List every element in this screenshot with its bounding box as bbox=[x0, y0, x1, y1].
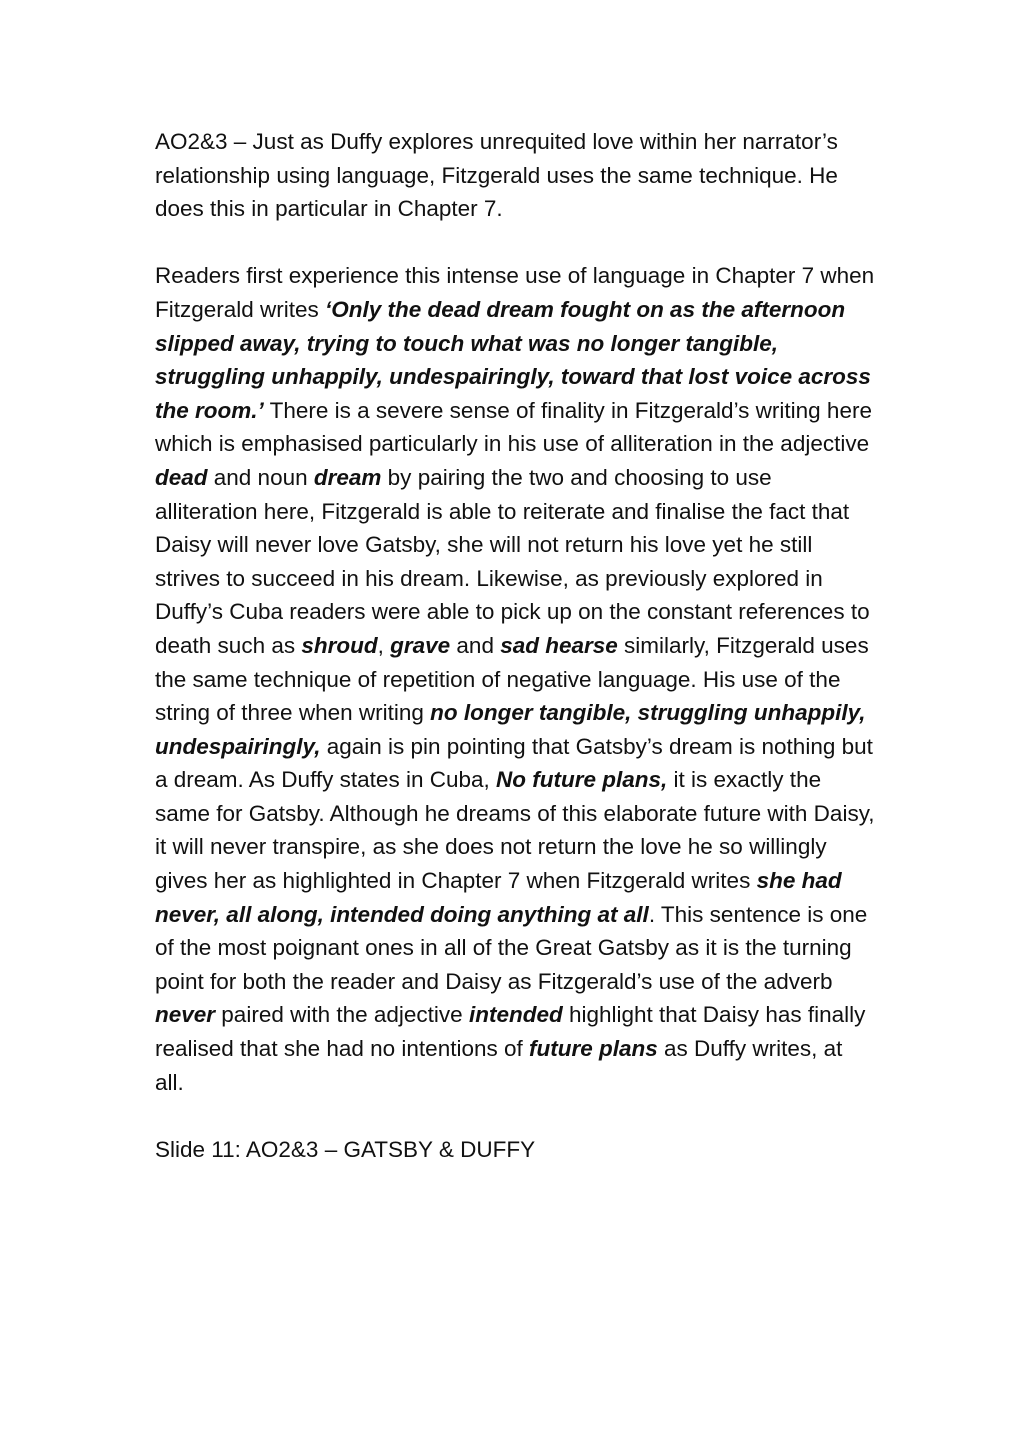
body-text: again is pin pointing that Gatsby’s dream is nothing but a dream. As Duffy states in Cuba, bbox=[155, 733, 873, 793]
quote-emphasis: dream bbox=[313, 464, 382, 490]
body-text: and bbox=[450, 632, 501, 658]
quote-emphasis: sad hearse bbox=[500, 632, 618, 658]
quote-emphasis: intended bbox=[468, 1002, 563, 1028]
body-text: similarly, Fitzgerald uses the same technique of repetition of negative language. His use of the string of three when writing bbox=[155, 632, 869, 726]
body-text: . This sentence is one of the most poignant ones in all of the Great Gatsby as it is the turning point for both the reader and Daisy as Fitzgerald’s use of the adverb bbox=[155, 901, 868, 994]
intro-paragraph: AO2&3 – Just as Duffy explores unrequited love within her narrator’s relationship using language, Fitzgerald uses the same technique. He does this in particular in Chapter 7. bbox=[155, 129, 838, 222]
quote-emphasis: she had never, all along, intended doing anything at all bbox=[155, 868, 842, 927]
body-text: as Duffy writes, at all. bbox=[155, 1036, 843, 1095]
slide-footer: Slide 11: AO2&3 – GATSBY & DUFFY bbox=[155, 1136, 536, 1162]
body-text: highlight that Daisy has finally realised that she had no intentions of bbox=[155, 1002, 866, 1062]
quote-emphasis: dead bbox=[155, 464, 208, 490]
quote-emphasis: shroud bbox=[301, 632, 378, 658]
body-text: , bbox=[377, 632, 391, 658]
body-text: There is a severe sense of finality in Fitzgerald’s writing here which is emphasised particularly in his use of alliteration in the adjective bbox=[155, 397, 872, 457]
quote-emphasis: ‘Only the dead dream fought on as the afternoon slipped away, trying to touch what was no longer tangible, struggling unhappily, undespairingly, toward that lost voice across the room.’ bbox=[155, 296, 871, 423]
quote-emphasis: no longer tangible, struggling unhappily, undespairingly, bbox=[155, 700, 866, 759]
body-text: it is exactly the same for Gatsby. Although he dreams of this elaborate future with Daisy, it will never transpire, as she does not return the love he so willingly gives her as highlighted in Chapter 7 when Fitzgerald writes bbox=[155, 767, 875, 894]
body-text: by pairing the two and choosing to use alliteration here, Fitzgerald is able to reiterate and finalise the fact that Daisy will never love Gatsby, she will not return his love yet he still strives to succeed in his dream. Likewise, as previously explored in Duffy’s Cuba readers were able to pick up on the constant references to death such as bbox=[155, 464, 870, 658]
body-text: Readers first experience this intense use of language in Chapter 7 when Fitzgerald writes bbox=[155, 263, 875, 322]
quote-emphasis: never bbox=[155, 1002, 216, 1028]
quote-emphasis: No future plans, bbox=[496, 767, 668, 793]
body-text: and noun bbox=[207, 464, 314, 490]
quote-emphasis: grave bbox=[390, 632, 451, 658]
body-paragraph bbox=[155, 259, 875, 1099]
body-text: paired with the adjective bbox=[215, 1002, 469, 1028]
quote-emphasis: future plans bbox=[529, 1036, 658, 1062]
document-page bbox=[155, 125, 875, 1200]
